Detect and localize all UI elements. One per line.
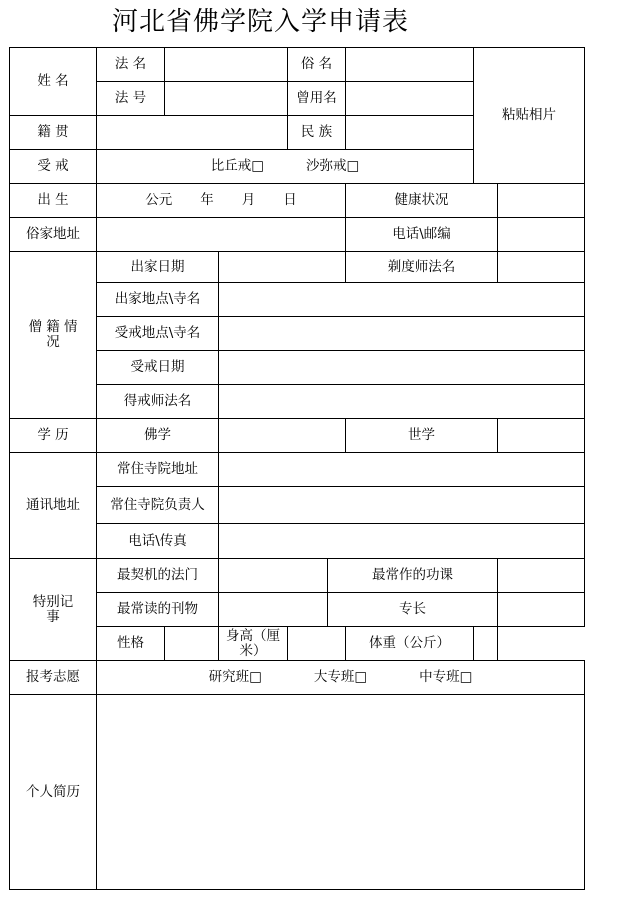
temple-head-label: 常住寺院负责人 [97, 487, 219, 524]
former-name-label: 曾用名 [288, 82, 346, 116]
ordination-date-field[interactable] [219, 252, 346, 283]
frequent-practice-field[interactable] [498, 559, 585, 593]
specialty-label: 专长 [328, 593, 498, 627]
personality-label: 性格 [97, 627, 165, 661]
tonsure-master-label: 剃度师法名 [346, 252, 498, 283]
resume-label: 个人简历 [10, 695, 97, 890]
name-label: 姓 名 [10, 48, 97, 116]
favorite-dharma-label: 最契机的法门 [97, 559, 219, 593]
wish-option-research[interactable]: 研究班□ [208, 669, 262, 685]
temple-address-field[interactable] [219, 453, 585, 487]
ordination-date-label: 出家日期 [97, 252, 219, 283]
favorite-journal-label: 最常读的刊物 [97, 593, 219, 627]
education-label: 学 历 [10, 419, 97, 453]
secular-edu-label: 世学 [346, 419, 498, 453]
birth-label: 出 生 [10, 184, 97, 218]
precepts-options [97, 150, 474, 184]
precepts-label: 受 戒 [10, 150, 97, 184]
temple-head-field[interactable] [219, 487, 585, 524]
former-name-field[interactable] [346, 82, 474, 116]
frequent-practice-label: 最常作的功课 [328, 559, 498, 593]
precept-place-label: 受戒地点\寺名 [97, 317, 219, 351]
health-field[interactable] [498, 184, 585, 218]
phone-fax-field[interactable] [219, 524, 585, 559]
special-notes-section [10, 559, 97, 661]
precept-master-label: 得戒师法名 [97, 385, 219, 419]
precept-date-field[interactable] [219, 351, 585, 385]
buddhist-edu-field[interactable] [219, 419, 346, 453]
page-title: 河北省佛学院入学申请表 [112, 7, 410, 37]
dharma-number-field[interactable] [165, 82, 288, 116]
native-place-label: 籍 贯 [10, 116, 97, 150]
health-label: 健康状况 [346, 184, 498, 218]
phone-zip-field[interactable] [498, 218, 585, 252]
special-notes-label: 特别记事 [32, 593, 74, 625]
dharma-name-field[interactable] [165, 48, 288, 82]
tonsure-master-field[interactable] [498, 252, 585, 283]
birth-date-field[interactable] [97, 184, 346, 218]
resume-field[interactable] [97, 695, 585, 890]
favorite-journal-field[interactable] [219, 593, 328, 627]
height-field[interactable] [288, 627, 346, 661]
application-form [9, 47, 585, 890]
native-place-field[interactable] [97, 116, 288, 150]
home-address-field[interactable] [97, 218, 346, 252]
ordination-place-field[interactable] [219, 283, 585, 317]
precepts-option-sramanera[interactable]: 沙弥戒□ [306, 158, 360, 174]
weight-field[interactable] [474, 627, 498, 661]
apply-wish-options [97, 661, 585, 695]
wish-option-college[interactable]: 大专班□ [313, 669, 368, 685]
apply-wish-label: 报考志愿 [10, 661, 97, 695]
contact-label: 通讯地址 [10, 453, 97, 559]
secular-name-label: 俗 名 [288, 48, 346, 82]
dharma-name-label: 法 名 [97, 48, 165, 82]
secular-edu-field[interactable] [498, 419, 585, 453]
secular-name-field[interactable] [346, 48, 474, 82]
dharma-number-label: 法 号 [97, 82, 165, 116]
birth-day: 日 [283, 192, 297, 208]
monk-status-section [10, 252, 97, 419]
temple-address-label: 常住寺院地址 [97, 453, 219, 487]
precept-master-field[interactable] [219, 385, 585, 419]
favorite-dharma-field[interactable] [219, 559, 328, 593]
buddhist-edu-label: 佛学 [97, 419, 219, 453]
birth-year: 年 [200, 192, 214, 208]
wish-option-secondary[interactable]: 中专班□ [419, 669, 473, 685]
precept-place-field[interactable] [219, 317, 585, 351]
height-label: 身高（厘米） [219, 627, 288, 661]
personality-field[interactable] [165, 627, 219, 661]
ethnicity-label: 民 族 [288, 116, 346, 150]
ethnicity-field[interactable] [346, 116, 474, 150]
precept-date-label: 受戒日期 [97, 351, 219, 385]
phone-fax-label: 电话\传真 [97, 524, 219, 559]
weight-label: 体重（公斤） [346, 627, 474, 661]
precepts-option-bhiksu[interactable]: 比丘戒□ [210, 158, 264, 174]
specialty-field[interactable] [498, 593, 585, 627]
ordination-place-label: 出家地点\寺名 [97, 283, 219, 317]
home-address-label: 俗家地址 [10, 218, 97, 252]
birth-month: 月 [241, 192, 256, 208]
phone-zip-label: 电话\邮编 [346, 218, 498, 252]
monk-status-label: 僧 籍 情 况 [28, 319, 78, 350]
photo-box[interactable]: 粘贴相片 [474, 48, 585, 184]
birth-era: 公元 [145, 192, 173, 208]
